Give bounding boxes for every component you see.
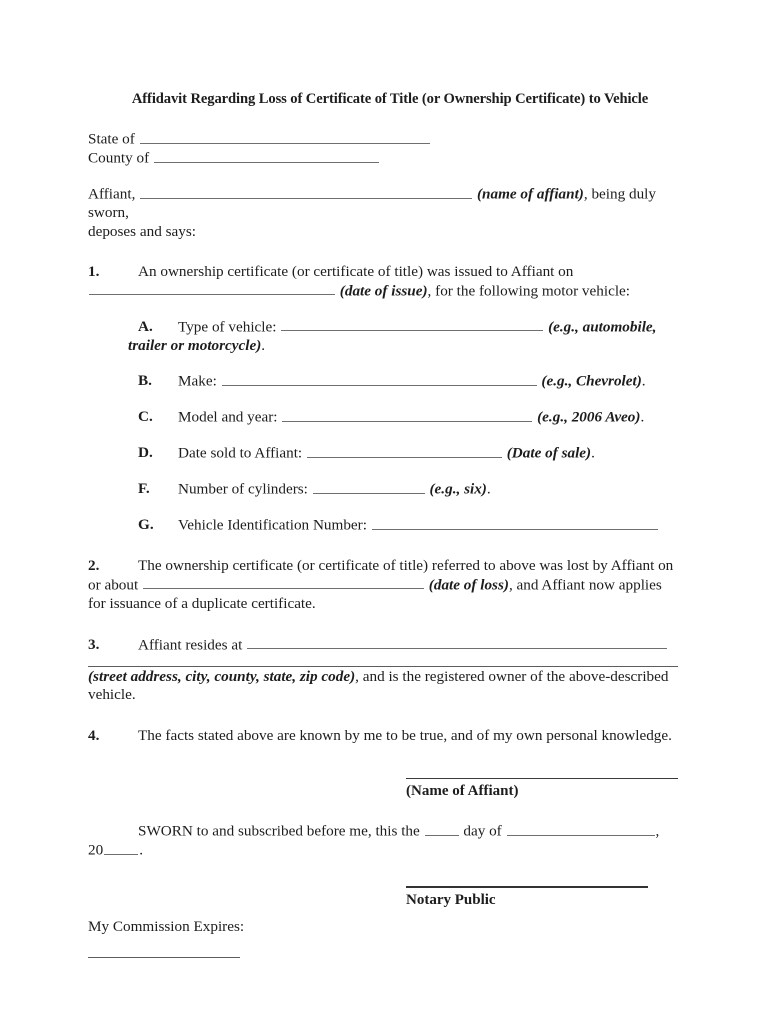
item-2-line2-tail: , and Affiant now applies [508,576,662,594]
address-hint: (street address, city, county, state, zip code) [88,667,356,685]
list-item-4 [88,727,678,746]
jurat-year-prefix: 20 [88,841,104,859]
venue-state-line [88,130,678,149]
item-A-body [128,318,678,356]
jurat-year-fill-rule[interactable] [104,841,138,854]
issue-date-fill-rule[interactable] [89,282,335,295]
item-A-trailing: . [261,336,266,354]
item-G-marker: G. [138,516,154,534]
item-F-body [178,480,678,499]
item-2-line2-lead: or about [88,576,139,594]
affiant-signature-block [406,778,678,800]
item-C-example: (e.g., 2006 Aveo) [537,408,641,426]
item-B-marker: B. [138,372,152,390]
notary-signature-block [406,886,648,909]
model-year-fill-rule[interactable] [282,408,532,421]
jurat-comma: , [655,822,660,840]
item-B-trailing: . [641,372,646,390]
affiant-name-hint: (name of affiant) [476,185,584,203]
affiant-signature-line[interactable] [406,778,678,779]
item-2-line3: for issuance of a duplicate certificate. [88,594,316,612]
item-3-marker: 3. [88,635,100,653]
list-item-3 [88,636,678,655]
loss-date-hint: (date of loss) [428,576,509,594]
list-item-B [138,372,678,391]
notary-signature-line[interactable] [406,886,648,888]
item-3-tail: , and is the registered owner of the above-described [355,667,669,685]
item-A-example-wrap-row [128,337,678,356]
jurat-month-fill-rule[interactable] [507,822,655,835]
vehicle-details-list [128,317,678,536]
item-D-body [178,444,678,463]
item-2-marker: 2. [88,557,100,575]
affiant-lead-label: Affiant, [88,185,136,203]
commission-expires-label: My Commission Expires: [88,918,245,936]
date-sold-fill-rule[interactable] [307,444,502,457]
jurat-mid: day of [463,822,502,840]
list-item-1 [88,263,678,282]
list-item-2 [88,557,678,576]
affiant-name-fill-rule[interactable] [140,185,472,198]
notary-signature-caption: Notary Public [406,892,496,909]
state-fill-rule[interactable] [140,130,430,143]
item-1-text: An ownership certificate (or certificate of title) was issued to Affiant on [138,263,574,281]
item-D-marker: D. [138,444,153,462]
jurat-line-1 [88,822,678,841]
item-F-label: Number of cylinders: [178,480,308,498]
item-C-body [178,408,678,427]
item-F-example: (e.g., six) [429,480,487,498]
jurat-year-suffix: . [139,841,143,859]
item-A-example-wrap: trailer or motorcycle) [128,336,262,354]
commission-expires-fill-rule[interactable] [88,957,240,958]
item-A-marker: A. [138,317,153,335]
make-fill-rule[interactable] [222,372,537,385]
item-C-marker: C. [138,408,153,426]
list-item-G [138,516,678,535]
item-4-marker: 4. [88,726,100,744]
item-A-example: (e.g., automobile, [548,318,657,336]
state-label: State of [88,130,135,148]
item-B-label: Make: [178,372,217,390]
item-3-body [138,636,678,655]
item-A-label: Type of vehicle: [178,318,277,336]
item-G-label: Vehicle Identification Number: [178,516,367,534]
item-C-label: Model and year: [178,408,278,426]
affiant-preamble-line2: deposes and says: [88,222,196,240]
address-fill-rule-1[interactable] [247,636,667,649]
item-B-body [178,372,678,391]
item-F-trailing: . [486,480,491,498]
item-3-last-line: vehicle. [88,686,136,704]
list-item-D [138,444,678,463]
item-D-trailing: . [591,444,595,462]
address-fill-rule-2[interactable] [88,666,678,667]
item-2-line2 [88,576,678,595]
item-D-label: Date sold to Affiant: [178,444,303,462]
item-D-example: (Date of sale) [506,444,592,462]
jurat-lead: SWORN to and subscribed before me, this the [138,822,420,840]
item-G-body [178,516,678,535]
item-4-text: The facts stated above are known by me to be true, and of my own personal knowledge. [138,726,672,744]
document-body [88,90,678,958]
list-item-F [138,480,678,499]
item-C-trailing: . [640,408,645,426]
jurat-day-fill-rule[interactable] [425,822,459,835]
list-item-A [128,317,678,356]
affiant-preamble-tail: , being duly sworn, [88,185,656,222]
issue-date-hint: (date of issue) [339,282,428,300]
cylinders-fill-rule[interactable] [313,480,425,493]
item-3-label: Affiant resides at [138,635,243,653]
affiant-preamble [88,185,678,223]
item-1-tail: , for the following motor vehicle: [427,282,630,300]
vehicle-type-fill-rule[interactable] [281,318,543,331]
venue-county-line [88,149,678,168]
county-label: County of [88,149,150,167]
item-1-date-line [88,282,678,301]
item-2-line1: The ownership certificate (or certificate of title) referred to above was lost by Affiant on [138,557,674,575]
county-fill-rule[interactable] [154,149,379,162]
item-F-marker: F. [138,480,150,498]
list-item-C [138,408,678,427]
item-1-marker: 1. [88,263,100,281]
affiant-signature-caption: (Name of Affiant) [406,783,519,800]
item-B-example: (e.g., Chevrolet) [541,372,642,390]
vin-fill-rule[interactable] [372,516,658,529]
page-title: Affidavit Regarding Loss of Certificate of Title (or Ownership Certificate) to Vehicle [131,91,649,107]
jurat-line-2 [88,841,678,860]
item-3-hint-line [88,668,678,687]
loss-date-fill-rule[interactable] [143,576,424,589]
